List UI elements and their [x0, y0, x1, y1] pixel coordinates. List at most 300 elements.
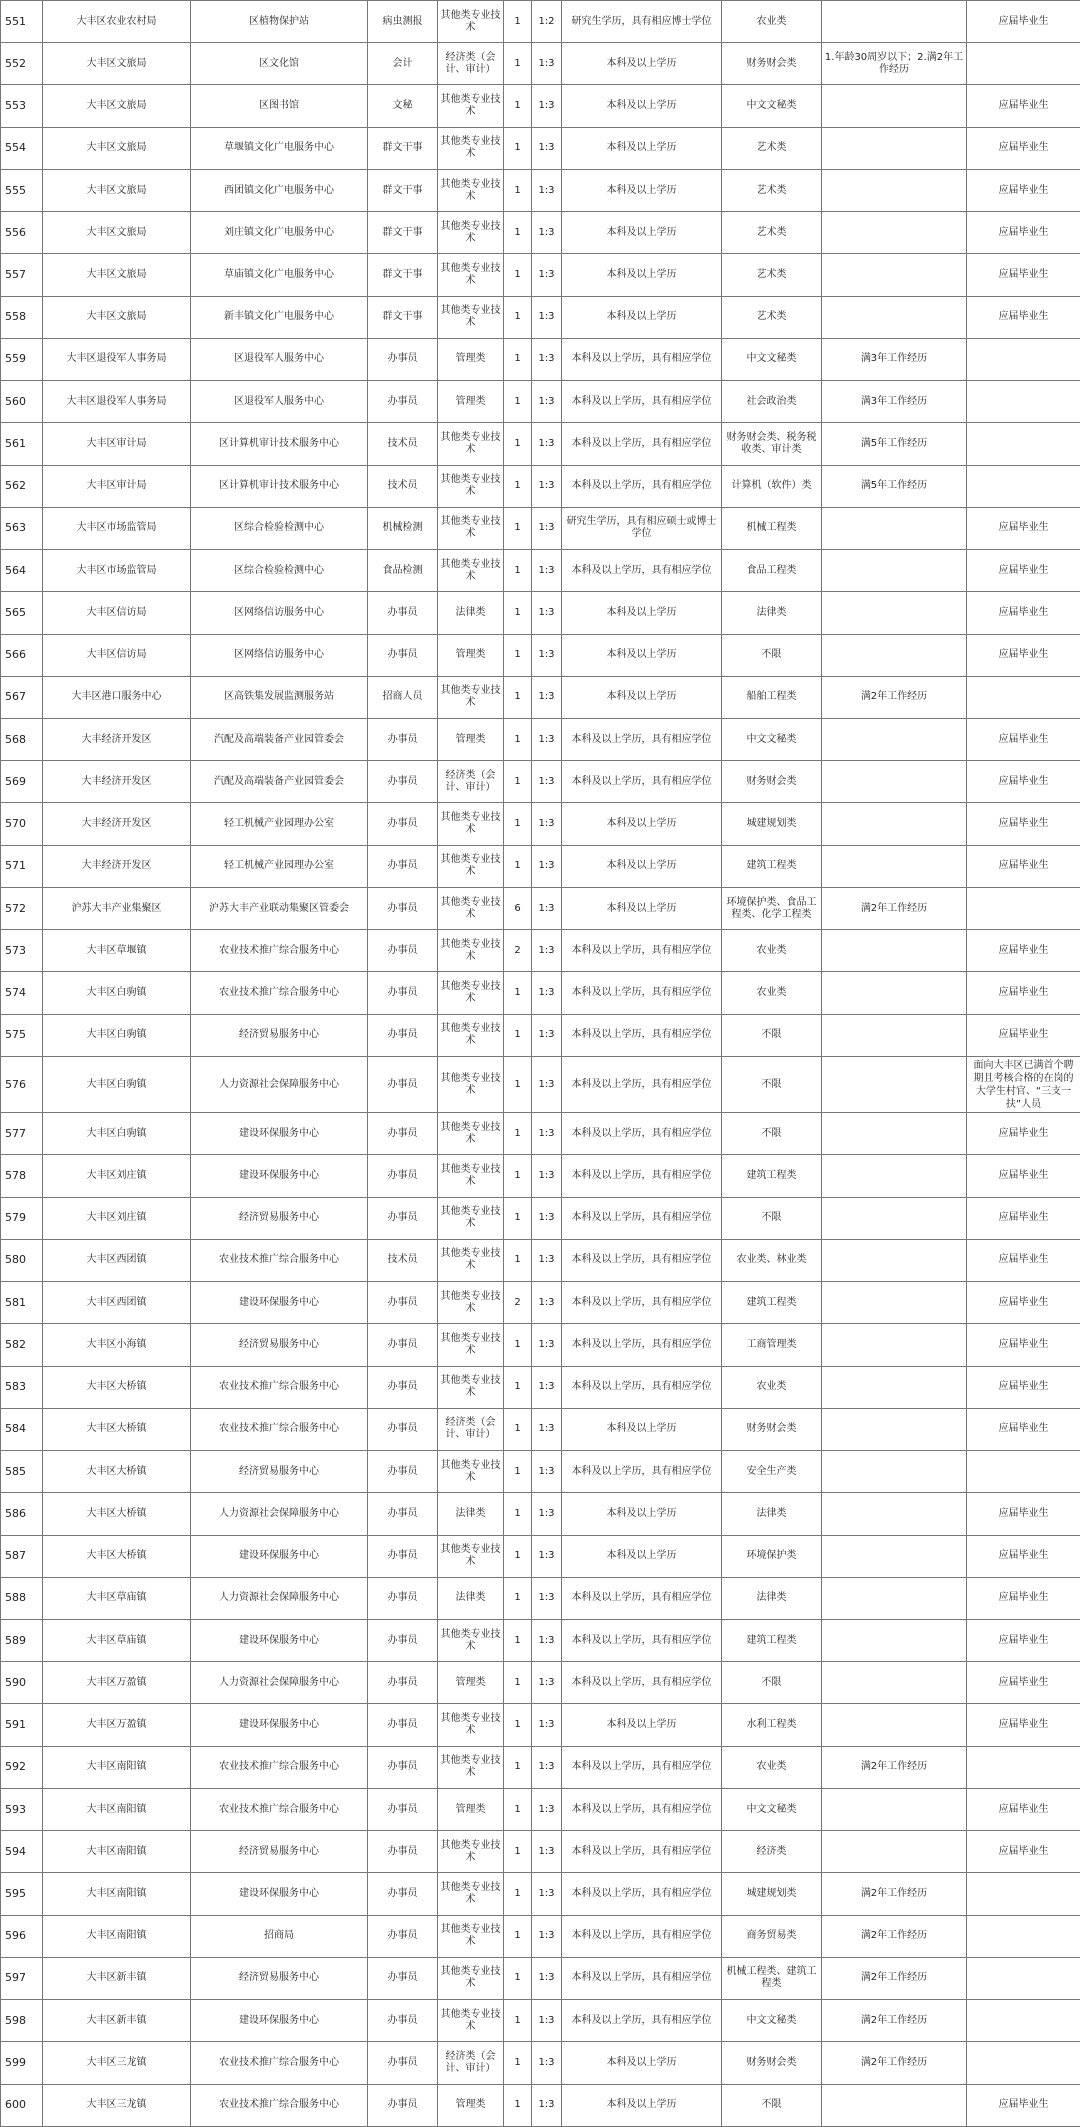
position-type: 其他类专业技术: [438, 2000, 504, 2042]
department-name: 经济贸易服务中心: [191, 1451, 368, 1493]
table-row: [1, 1282, 1080, 1324]
hire-count: 1: [504, 423, 532, 465]
position-type: 其他类专业技术: [438, 1014, 504, 1056]
position-type: 法律类: [438, 592, 504, 634]
department-name: 建设环保服务中心: [191, 1873, 368, 1915]
recruit-target: [967, 676, 1080, 718]
recruit-target: 应届毕业生: [967, 1704, 1080, 1746]
hire-count: 1: [504, 1662, 532, 1704]
position-name: 办事员: [368, 381, 438, 423]
position-type: 其他类专业技术: [438, 1957, 504, 1999]
table-row: [1, 1014, 1080, 1056]
major: 财务财会类、税务税收类、审计类: [722, 423, 822, 465]
hire-count: 1: [504, 1408, 532, 1450]
recruit-target: [967, 465, 1080, 507]
hire-count: 1: [504, 676, 532, 718]
position-type: 其他类专业技术: [438, 1831, 504, 1873]
position-type: 其他类专业技术: [438, 1704, 504, 1746]
position-type: 其他类专业技术: [438, 1282, 504, 1324]
major: 不限: [722, 1056, 822, 1112]
recruit-target: [967, 1915, 1080, 1957]
hire-count: 1: [504, 718, 532, 760]
table-row: [1, 1451, 1080, 1493]
table-row: [1, 1408, 1080, 1450]
recruit-target: [967, 381, 1080, 423]
recruit-target: [967, 1957, 1080, 1999]
department-name: 轻工机械产业园理办公室: [191, 845, 368, 887]
position-name: 办事员: [368, 1873, 438, 1915]
row-number: 579: [1, 1197, 43, 1239]
education: 本科及以上学历，具有相应学位: [562, 2000, 722, 2042]
exam-ratio: 1:3: [532, 381, 562, 423]
unit-name: 大丰区南阳镇: [43, 1788, 191, 1830]
education: 本科及以上学历，具有相应学位: [562, 1197, 722, 1239]
exam-ratio: 1:2: [532, 1, 562, 43]
hire-count: 1: [504, 1056, 532, 1112]
other-requirement: [822, 592, 967, 634]
position-name: 办事员: [368, 2000, 438, 2042]
department-name: 建设环保服务中心: [191, 1535, 368, 1577]
unit-name: 大丰区文旅局: [43, 296, 191, 338]
other-requirement: [822, 1, 967, 43]
hire-count: 1: [504, 1873, 532, 1915]
position-type: 其他类专业技术: [438, 1113, 504, 1155]
exam-ratio: 1:3: [532, 845, 562, 887]
recruit-target: 应届毕业生: [967, 634, 1080, 676]
row-number: 586: [1, 1493, 43, 1535]
position-name: 办事员: [368, 718, 438, 760]
education: 本科及以上学历: [562, 127, 722, 169]
row-number: 588: [1, 1577, 43, 1619]
table-row: [1, 338, 1080, 380]
major: 法律类: [722, 1493, 822, 1535]
major: 农业类: [722, 1, 822, 43]
exam-ratio: 1:3: [532, 2084, 562, 2126]
recruit-target: 应届毕业生: [967, 296, 1080, 338]
position-name: 群文干事: [368, 127, 438, 169]
hire-count: 1: [504, 1619, 532, 1661]
position-name: 办事员: [368, 1662, 438, 1704]
major: 不限: [722, 1197, 822, 1239]
exam-ratio: 1:3: [532, 1957, 562, 1999]
unit-name: 大丰区小海镇: [43, 1324, 191, 1366]
other-requirement: [822, 930, 967, 972]
table-row: [1, 803, 1080, 845]
table-row: [1, 887, 1080, 929]
exam-ratio: 1:3: [532, 592, 562, 634]
job-table-body: [1, 1, 1080, 2127]
table-row: [1, 1662, 1080, 1704]
unit-name: 大丰区万盈镇: [43, 1662, 191, 1704]
other-requirement: [822, 1704, 967, 1746]
education: 本科及以上学历: [562, 1408, 722, 1450]
education: 本科及以上学历，具有相应学位: [562, 465, 722, 507]
education: 本科及以上学历，具有相应学位: [562, 930, 722, 972]
position-type: 其他类专业技术: [438, 803, 504, 845]
exam-ratio: 1:3: [532, 972, 562, 1014]
major: 建筑工程类: [722, 1282, 822, 1324]
row-number: 589: [1, 1619, 43, 1661]
position-name: 办事员: [368, 930, 438, 972]
other-requirement: 满2年工作经历: [822, 676, 967, 718]
position-type: 其他类专业技术: [438, 1056, 504, 1112]
table-row: [1, 972, 1080, 1014]
major: 机械工程类: [722, 507, 822, 549]
exam-ratio: 1:3: [532, 423, 562, 465]
major: 中文文秘类: [722, 718, 822, 760]
position-type: 经济类（会计、审计）: [438, 761, 504, 803]
position-type: 管理类: [438, 381, 504, 423]
recruit-target: 应届毕业生: [967, 592, 1080, 634]
other-requirement: [822, 1451, 967, 1493]
position-name: 办事员: [368, 1056, 438, 1112]
table-row: [1, 212, 1080, 254]
table-row: [1, 1831, 1080, 1873]
recruit-target: [967, 1451, 1080, 1493]
row-number: 595: [1, 1873, 43, 1915]
hire-count: 1: [504, 465, 532, 507]
table-row: [1, 1113, 1080, 1155]
education: 本科及以上学历: [562, 212, 722, 254]
education: 本科及以上学历: [562, 676, 722, 718]
department-name: 农业技术推广综合服务中心: [191, 1408, 368, 1450]
position-name: 办事员: [368, 1746, 438, 1788]
other-requirement: [822, 1619, 967, 1661]
other-requirement: 满5年工作经历: [822, 423, 967, 465]
exam-ratio: 1:3: [532, 761, 562, 803]
position-type: 其他类专业技术: [438, 1324, 504, 1366]
major: 城建规划类: [722, 1873, 822, 1915]
hire-count: 1: [504, 85, 532, 127]
department-name: 草堰镇文化广电服务中心: [191, 127, 368, 169]
row-number: 600: [1, 2084, 43, 2126]
exam-ratio: 1:3: [532, 1746, 562, 1788]
exam-ratio: 1:3: [532, 1239, 562, 1281]
major: 不限: [722, 2084, 822, 2126]
exam-ratio: 1:3: [532, 1788, 562, 1830]
department-name: 区退役军人服务中心: [191, 338, 368, 380]
other-requirement: 满2年工作经历: [822, 1873, 967, 1915]
table-row: [1, 1155, 1080, 1197]
table-row: [1, 2042, 1080, 2084]
other-requirement: 满2年工作经历: [822, 2042, 967, 2084]
education: 本科及以上学历: [562, 592, 722, 634]
major: 财务财会类: [722, 2042, 822, 2084]
row-number: 575: [1, 1014, 43, 1056]
exam-ratio: 1:3: [532, 1014, 562, 1056]
hire-count: 1: [504, 1197, 532, 1239]
row-number: 563: [1, 507, 43, 549]
position-type: 其他类专业技术: [438, 1746, 504, 1788]
exam-ratio: 1:3: [532, 1408, 562, 1450]
department-name: 草庙镇文化广电服务中心: [191, 254, 368, 296]
position-name: 办事员: [368, 634, 438, 676]
position-name: 办事员: [368, 1704, 438, 1746]
department-name: 西团镇文化广电服务中心: [191, 169, 368, 211]
hire-count: 1: [504, 254, 532, 296]
department-name: 区退役军人服务中心: [191, 381, 368, 423]
exam-ratio: 1:3: [532, 1704, 562, 1746]
major: 农业类、林业类: [722, 1239, 822, 1281]
education: 本科及以上学历: [562, 2084, 722, 2126]
exam-ratio: 1:3: [532, 1915, 562, 1957]
hire-count: 1: [504, 212, 532, 254]
education: 本科及以上学历，具有相应学位: [562, 423, 722, 465]
unit-name: 大丰区万盈镇: [43, 1704, 191, 1746]
position-name: 办事员: [368, 845, 438, 887]
other-requirement: 满2年工作经历: [822, 2000, 967, 2042]
hire-count: 1: [504, 169, 532, 211]
table-row: [1, 1957, 1080, 1999]
row-number: 565: [1, 592, 43, 634]
other-requirement: [822, 127, 967, 169]
major: 艺术类: [722, 296, 822, 338]
major: 船舶工程类: [722, 676, 822, 718]
unit-name: 大丰区白驹镇: [43, 1056, 191, 1112]
education: 本科及以上学历: [562, 634, 722, 676]
table-row: [1, 381, 1080, 423]
row-number: 562: [1, 465, 43, 507]
unit-name: 大丰区白驹镇: [43, 1113, 191, 1155]
education: 本科及以上学历，具有相应学位: [562, 718, 722, 760]
row-number: 567: [1, 676, 43, 718]
hire-count: 1: [504, 803, 532, 845]
position-type: 其他类专业技术: [438, 212, 504, 254]
position-type: 法律类: [438, 1577, 504, 1619]
hire-count: 1: [504, 296, 532, 338]
position-name: 办事员: [368, 1535, 438, 1577]
education: 本科及以上学历，具有相应学位: [562, 1957, 722, 1999]
recruit-target: [967, 1873, 1080, 1915]
unit-name: 大丰区大桥镇: [43, 1493, 191, 1535]
hire-count: 2: [504, 930, 532, 972]
row-number: 577: [1, 1113, 43, 1155]
position-type: 其他类专业技术: [438, 676, 504, 718]
major: 建筑工程类: [722, 1619, 822, 1661]
unit-name: 大丰区信访局: [43, 592, 191, 634]
hire-count: 1: [504, 845, 532, 887]
position-name: 办事员: [368, 1014, 438, 1056]
major: 艺术类: [722, 254, 822, 296]
exam-ratio: 1:3: [532, 43, 562, 85]
exam-ratio: 1:3: [532, 1535, 562, 1577]
other-requirement: [822, 2084, 967, 2126]
position-name: 办事员: [368, 1957, 438, 1999]
major: 机械工程类、建筑工程类: [722, 1957, 822, 1999]
position-type: 其他类专业技术: [438, 1535, 504, 1577]
other-requirement: 1.年龄30周岁以下；2.满2年工作经历: [822, 43, 967, 85]
department-name: 区文化馆: [191, 43, 368, 85]
hire-count: 1: [504, 381, 532, 423]
department-name: 汽配及高端装备产业园管委会: [191, 761, 368, 803]
position-type: 其他类专业技术: [438, 85, 504, 127]
hire-count: 1: [504, 2000, 532, 2042]
department-name: 汽配及高端装备产业园管委会: [191, 718, 368, 760]
other-requirement: [822, 718, 967, 760]
position-type: 其他类专业技术: [438, 1155, 504, 1197]
table-row: [1, 1056, 1080, 1112]
other-requirement: [822, 1788, 967, 1830]
row-number: 576: [1, 1056, 43, 1112]
major: 艺术类: [722, 212, 822, 254]
department-name: 农业技术推广综合服务中心: [191, 2042, 368, 2084]
table-row: [1, 465, 1080, 507]
education: 本科及以上学历: [562, 85, 722, 127]
recruit-target: 应届毕业生: [967, 1239, 1080, 1281]
position-name: 办事员: [368, 1577, 438, 1619]
hire-count: 1: [504, 1324, 532, 1366]
major: 安全生产类: [722, 1451, 822, 1493]
hire-count: 1: [504, 761, 532, 803]
table-row: [1, 1788, 1080, 1830]
education: 研究生学历，具有相应硕士或博士学位: [562, 507, 722, 549]
row-number: 554: [1, 127, 43, 169]
exam-ratio: 1:3: [532, 1282, 562, 1324]
unit-name: 大丰区大桥镇: [43, 1451, 191, 1493]
position-name: 办事员: [368, 2084, 438, 2126]
unit-name: 大丰区文旅局: [43, 254, 191, 296]
department-name: 农业技术推广综合服务中心: [191, 2084, 368, 2126]
other-requirement: 满2年工作经历: [822, 1915, 967, 1957]
unit-name: 大丰区西团镇: [43, 1239, 191, 1281]
table-row: [1, 169, 1080, 211]
position-name: 办事员: [368, 1493, 438, 1535]
table-row: [1, 845, 1080, 887]
other-requirement: [822, 1535, 967, 1577]
position-type: 经济类（会计、审计）: [438, 2042, 504, 2084]
major: 环境保护类: [722, 1535, 822, 1577]
department-name: 新丰镇文化广电服务中心: [191, 296, 368, 338]
unit-name: 大丰区市场监管局: [43, 507, 191, 549]
education: 本科及以上学历: [562, 845, 722, 887]
position-name: 食品检测: [368, 550, 438, 592]
unit-name: 大丰区港口服务中心: [43, 676, 191, 718]
education: 本科及以上学历，具有相应学位: [562, 1788, 722, 1830]
row-number: 555: [1, 169, 43, 211]
unit-name: 大丰区文旅局: [43, 127, 191, 169]
department-name: 建设环保服务中心: [191, 1155, 368, 1197]
other-requirement: [822, 1662, 967, 1704]
position-name: 办事员: [368, 1282, 438, 1324]
table-row: [1, 550, 1080, 592]
other-requirement: [822, 550, 967, 592]
major: 农业类: [722, 972, 822, 1014]
position-name: 办事员: [368, 1197, 438, 1239]
other-requirement: [822, 507, 967, 549]
table-row: [1, 296, 1080, 338]
table-row: [1, 592, 1080, 634]
position-type: 管理类: [438, 338, 504, 380]
education: 本科及以上学历，具有相应学位: [562, 1155, 722, 1197]
hire-count: 1: [504, 1788, 532, 1830]
exam-ratio: 1:3: [532, 465, 562, 507]
unit-name: 大丰区刘庄镇: [43, 1197, 191, 1239]
unit-name: 大丰区南阳镇: [43, 1746, 191, 1788]
hire-count: 1: [504, 1746, 532, 1788]
unit-name: 大丰区农业农村局: [43, 1, 191, 43]
other-requirement: [822, 634, 967, 676]
position-type: 其他类专业技术: [438, 930, 504, 972]
position-name: 办事员: [368, 1155, 438, 1197]
unit-name: 大丰区刘庄镇: [43, 1155, 191, 1197]
major: 工商管理类: [722, 1324, 822, 1366]
row-number: 592: [1, 1746, 43, 1788]
exam-ratio: 1:3: [532, 550, 562, 592]
education: 研究生学历，具有相应博士学位: [562, 1, 722, 43]
position-type: 其他类专业技术: [438, 254, 504, 296]
exam-ratio: 1:3: [532, 1366, 562, 1408]
table-row: [1, 507, 1080, 549]
recruit-target: [967, 423, 1080, 465]
major: 城建规划类: [722, 803, 822, 845]
exam-ratio: 1:3: [532, 1324, 562, 1366]
position-type: 法律类: [438, 1493, 504, 1535]
position-name: 办事员: [368, 1831, 438, 1873]
recruit-target: 应届毕业生: [967, 1619, 1080, 1661]
department-name: 建设环保服务中心: [191, 1113, 368, 1155]
exam-ratio: 1:3: [532, 676, 562, 718]
hire-count: 1: [504, 1113, 532, 1155]
row-number: 559: [1, 338, 43, 380]
education: 本科及以上学历，具有相应学位: [562, 1577, 722, 1619]
education: 本科及以上学历: [562, 1704, 722, 1746]
position-type: 其他类专业技术: [438, 887, 504, 929]
department-name: 区图书馆: [191, 85, 368, 127]
education: 本科及以上学历，具有相应学位: [562, 1113, 722, 1155]
row-number: 584: [1, 1408, 43, 1450]
hire-count: 1: [504, 1155, 532, 1197]
exam-ratio: 1:3: [532, 338, 562, 380]
education: 本科及以上学历: [562, 43, 722, 85]
position-name: 招商人员: [368, 676, 438, 718]
position-type: 其他类专业技术: [438, 1239, 504, 1281]
unit-name: 大丰区南阳镇: [43, 1831, 191, 1873]
major: 不限: [722, 1113, 822, 1155]
row-number: 598: [1, 2000, 43, 2042]
recruit-target: 应届毕业生: [967, 930, 1080, 972]
recruit-target: 应届毕业生: [967, 1113, 1080, 1155]
row-number: 597: [1, 1957, 43, 1999]
table-row: [1, 2084, 1080, 2126]
other-requirement: [822, 296, 967, 338]
table-row: [1, 676, 1080, 718]
position-name: 办事员: [368, 1408, 438, 1450]
table-row: [1, 1746, 1080, 1788]
hire-count: 1: [504, 1535, 532, 1577]
position-name: 办事员: [368, 1915, 438, 1957]
other-requirement: [822, 1408, 967, 1450]
table-row: [1, 1366, 1080, 1408]
department-name: 建设环保服务中心: [191, 1704, 368, 1746]
position-type: 其他类专业技术: [438, 1451, 504, 1493]
recruit-target: 应届毕业生: [967, 1, 1080, 43]
recruit-target: 应届毕业生: [967, 127, 1080, 169]
recruit-target: [967, 338, 1080, 380]
department-name: 经济贸易服务中心: [191, 1831, 368, 1873]
education: 本科及以上学历，具有相应学位: [562, 1451, 722, 1493]
education: 本科及以上学历，具有相应学位: [562, 761, 722, 803]
department-name: 区计算机审计技术服务中心: [191, 465, 368, 507]
exam-ratio: 1:3: [532, 887, 562, 929]
other-requirement: [822, 1366, 967, 1408]
unit-name: 大丰区信访局: [43, 634, 191, 676]
other-requirement: [822, 169, 967, 211]
major: 中文文秘类: [722, 338, 822, 380]
education: 本科及以上学历，具有相应学位: [562, 1282, 722, 1324]
row-number: 556: [1, 212, 43, 254]
recruit-target: 应届毕业生: [967, 718, 1080, 760]
unit-name: 大丰区三龙镇: [43, 2084, 191, 2126]
